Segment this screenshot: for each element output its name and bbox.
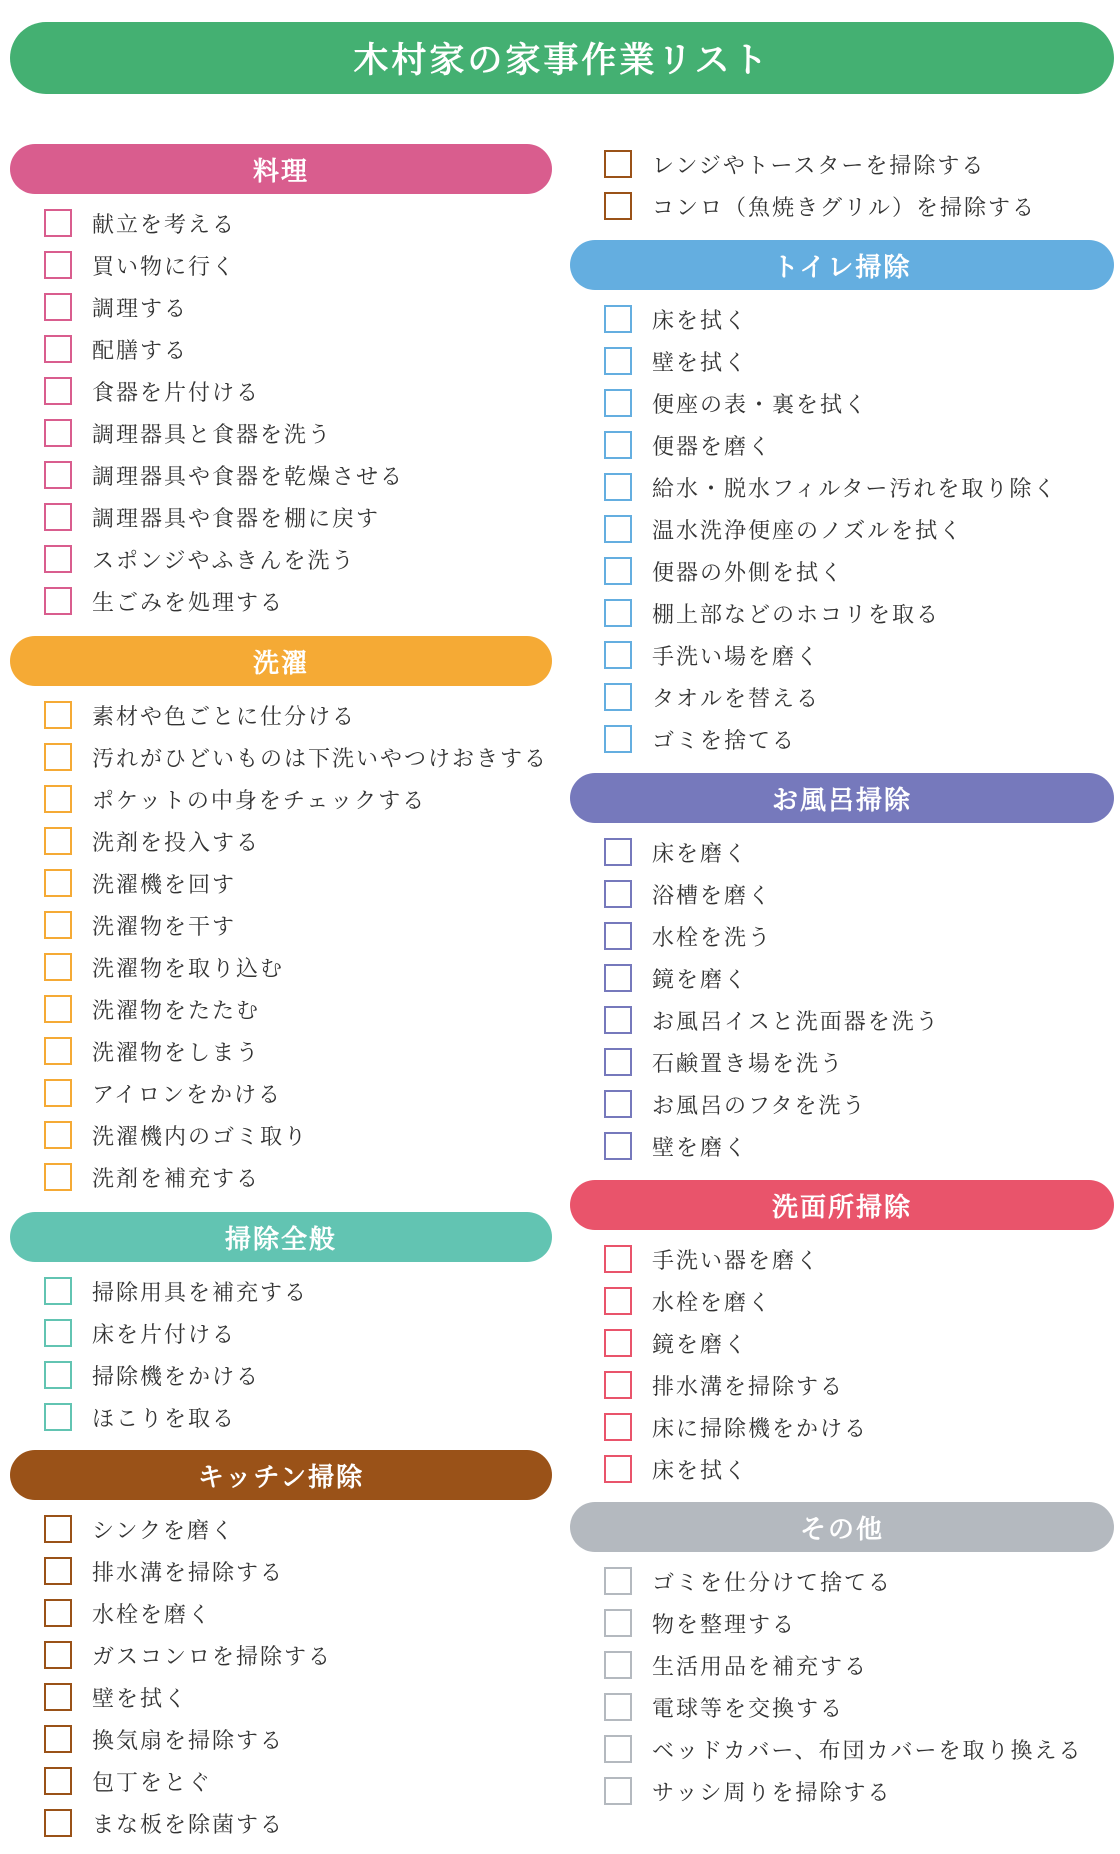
checklist-item[interactable]	[44, 1592, 552, 1634]
checklist-item[interactable]	[604, 1602, 1114, 1644]
checkbox[interactable]	[604, 1329, 632, 1357]
checklist-item[interactable]	[44, 1718, 552, 1760]
checklist-item[interactable]	[44, 1508, 552, 1550]
checklist-item[interactable]	[44, 1676, 552, 1718]
checklist-bath-cleaning	[570, 823, 1114, 1167]
checkbox[interactable]	[44, 293, 72, 321]
checkbox[interactable]	[44, 503, 72, 531]
checklist-item[interactable]	[604, 1364, 1114, 1406]
checklist-item-label: ポケットの中身をチェックする	[92, 788, 427, 814]
checkbox[interactable]	[604, 192, 632, 220]
checklist-item[interactable]	[44, 1072, 552, 1114]
checklist-item[interactable]	[604, 1083, 1114, 1125]
checklist-item[interactable]	[44, 244, 552, 286]
checklist-item-label: 献立を考える	[92, 212, 237, 238]
checkbox[interactable]	[44, 1599, 72, 1627]
checklist-item[interactable]	[604, 185, 1114, 227]
checklist-item[interactable]	[44, 694, 552, 736]
checklist-item-label: 床を磨く	[652, 841, 749, 867]
checklist-item[interactable]	[44, 1550, 552, 1592]
checklist-item[interactable]	[604, 831, 1114, 873]
checklist-item-label: ゴミを仕分けて捨てる	[652, 1570, 893, 1596]
checklist-washroom-cleaning	[570, 1230, 1114, 1490]
checklist-item-label: サッシ周りを掃除する	[652, 1780, 892, 1806]
checklist-item[interactable]	[44, 1114, 552, 1156]
checkbox[interactable]	[604, 1006, 632, 1034]
checklist-item[interactable]	[604, 1238, 1114, 1280]
section-toilet-cleaning	[570, 240, 1114, 760]
checklist-item-label: 鏡を磨く	[652, 1332, 749, 1358]
checklist-item[interactable]	[604, 298, 1114, 340]
checkbox[interactable]	[604, 473, 632, 501]
checklist-item[interactable]	[44, 862, 552, 904]
checklist-item[interactable]	[604, 1728, 1114, 1770]
checklist-item-label: 壁を磨く	[652, 1135, 749, 1161]
checklist-item[interactable]	[604, 1770, 1114, 1812]
checklist-item-label: 生活用品を補充する	[652, 1654, 869, 1680]
checklist-item[interactable]	[44, 1396, 552, 1438]
checkbox[interactable]	[604, 880, 632, 908]
checkbox[interactable]	[604, 1651, 632, 1679]
checklist-item-label: 床に掃除機をかける	[652, 1416, 869, 1442]
checklist-item[interactable]	[604, 1644, 1114, 1686]
checklist-item[interactable]	[44, 820, 552, 862]
section-header-others: その他	[570, 1502, 1114, 1552]
checklist-item-label: 汚れがひどいものは下洗いやつけおきする	[92, 746, 549, 772]
checklist-item[interactable]	[604, 915, 1114, 957]
checklist-item-label: 給水・脱水フィルター汚れを取り除く	[652, 476, 1058, 502]
checkbox[interactable]	[44, 1767, 72, 1795]
checkbox[interactable]	[604, 1287, 632, 1315]
checklist-item[interactable]	[604, 957, 1114, 999]
checklist-item[interactable]	[604, 508, 1114, 550]
checklist-item-label: 壁を拭く	[92, 1686, 189, 1712]
checkbox[interactable]	[44, 869, 72, 897]
checklist-item[interactable]	[604, 143, 1114, 185]
checklist-item[interactable]	[44, 538, 552, 580]
checklist-item-label: 換気扇を掃除する	[92, 1728, 285, 1754]
section-laundry	[10, 636, 552, 1198]
checkbox[interactable]	[604, 389, 632, 417]
checklist-item[interactable]	[44, 454, 552, 496]
checklist-item[interactable]	[44, 496, 552, 538]
checklist-item-label: 手洗い器を磨く	[652, 1248, 821, 1274]
checklist-item[interactable]	[44, 1156, 552, 1198]
checklist-item-label: 素材や色ごとに仕分ける	[92, 704, 357, 730]
checkbox[interactable]	[604, 431, 632, 459]
checklist-item-label: アイロンをかける	[92, 1082, 283, 1108]
checkbox[interactable]	[44, 1361, 72, 1389]
section-header-kitchen-cleaning: キッチン掃除	[10, 1450, 552, 1500]
checkbox[interactable]	[604, 1735, 632, 1763]
checklist-item-label: 生ごみを処理する	[92, 590, 285, 616]
section-kitchen-cleaning-continued	[570, 143, 1114, 227]
checklist-item-label: 洗濯機を回す	[92, 872, 237, 898]
checklist-kitchen-cleaning	[10, 1500, 552, 1844]
checklist-item[interactable]	[44, 286, 552, 328]
checklist-item[interactable]	[44, 1760, 552, 1802]
checkbox[interactable]	[604, 1567, 632, 1595]
checklist-item-label: ガスコンロを掃除する	[92, 1644, 333, 1670]
checkbox[interactable]	[604, 922, 632, 950]
checkbox[interactable]	[44, 1557, 72, 1585]
checklist-item-label: 排水溝を掃除する	[652, 1374, 845, 1400]
checklist-item[interactable]	[44, 988, 552, 1030]
checklist-item[interactable]	[604, 1686, 1114, 1728]
checkbox[interactable]	[44, 743, 72, 771]
checkbox[interactable]	[44, 335, 72, 363]
checkbox[interactable]	[604, 1609, 632, 1637]
checkbox[interactable]	[604, 725, 632, 753]
checkbox[interactable]	[44, 827, 72, 855]
checklist-item-label: 掃除用具を補充する	[92, 1280, 309, 1306]
section-general-cleaning	[10, 1212, 552, 1438]
section-header-general-cleaning: 掃除全般	[10, 1212, 552, 1262]
checkbox[interactable]	[44, 1809, 72, 1837]
checklist-item-label: 手洗い場を磨く	[652, 644, 821, 670]
checkbox[interactable]	[604, 347, 632, 375]
checkbox[interactable]	[44, 1319, 72, 1347]
checklist-item-label: 床を拭く	[652, 308, 749, 334]
checkbox[interactable]	[44, 209, 72, 237]
checklist-item[interactable]	[44, 370, 552, 412]
checklist-item-label: 便座の表・裏を拭く	[652, 392, 869, 418]
checklist-item-label: 洗濯物を取り込む	[92, 956, 285, 982]
checklist-item-label: 洗濯物をたたむ	[92, 998, 261, 1024]
checkbox[interactable]	[44, 995, 72, 1023]
checklist-item-label: 洗濯物を干す	[92, 914, 237, 940]
checklist-item[interactable]	[604, 592, 1114, 634]
checklist-item-label: 水栓を洗う	[652, 925, 773, 951]
section-others	[570, 1502, 1114, 1812]
checklist-item-label: 調理器具と食器を洗う	[92, 422, 333, 448]
checkbox[interactable]	[44, 785, 72, 813]
page-title: 木村家の家事作業リスト	[10, 22, 1114, 94]
checklist-item-label: 配膳する	[92, 338, 189, 364]
checklist-item[interactable]	[44, 1312, 552, 1354]
checkbox[interactable]	[44, 953, 72, 981]
checkbox[interactable]	[44, 1515, 72, 1543]
checklist-item-label: 石鹸置き場を洗う	[652, 1051, 845, 1077]
checklist-item[interactable]	[44, 1030, 552, 1072]
checklist-item-label: まな板を除菌する	[92, 1812, 285, 1838]
checklist-item-label: ゴミを捨てる	[652, 728, 797, 754]
section-header-laundry: 洗濯	[10, 636, 552, 686]
checklist-item-label: タオルを替える	[652, 686, 821, 712]
checklist-item-label: 調理する	[92, 296, 189, 322]
checklist-item-label: 床を片付ける	[92, 1322, 237, 1348]
checklist-item[interactable]	[604, 718, 1114, 760]
checklist-item-label: 排水溝を掃除する	[92, 1560, 285, 1586]
checkbox[interactable]	[44, 587, 72, 615]
checkbox[interactable]	[604, 964, 632, 992]
checklist-item[interactable]	[604, 1406, 1114, 1448]
checklist-item-label: お風呂イスと洗面器を洗う	[652, 1009, 940, 1035]
checklist-item-label: 床を拭く	[652, 1458, 749, 1484]
checklist-item-label: 掃除機をかける	[92, 1364, 261, 1390]
checkbox[interactable]	[604, 1048, 632, 1076]
checklist-item-label: スポンジやふきんを洗う	[92, 548, 356, 574]
checkbox[interactable]	[44, 1641, 72, 1669]
checklist-item[interactable]	[604, 1125, 1114, 1167]
checkbox[interactable]	[44, 377, 72, 405]
section-kitchen-cleaning	[10, 1450, 552, 1844]
checklist-item[interactable]	[44, 328, 552, 370]
checklist-item-label: 調理器具や食器を乾燥させる	[92, 464, 405, 490]
checkbox[interactable]	[604, 641, 632, 669]
checklist-item-label: 温水洗浄便座のノズルを拭く	[652, 518, 964, 544]
checklist-item-label: レンジやトースターを掃除する	[652, 153, 986, 179]
checkbox[interactable]	[44, 911, 72, 939]
checklist-item-label: 鏡を磨く	[652, 967, 749, 993]
section-bath-cleaning	[570, 773, 1114, 1167]
checklist-item[interactable]	[604, 634, 1114, 676]
checkbox[interactable]	[44, 1277, 72, 1305]
checklist-item[interactable]	[604, 382, 1114, 424]
checklist-item[interactable]	[604, 1280, 1114, 1322]
checklist-item-label: コンロ（魚焼きグリル）を掃除する	[652, 195, 1037, 221]
checklist-others	[570, 1552, 1114, 1812]
checklist-item-label: 包丁をとぐ	[92, 1770, 213, 1796]
checklist-item[interactable]	[44, 736, 552, 778]
checklist-item-label: 便器の外側を拭く	[652, 560, 845, 586]
checkbox[interactable]	[604, 1132, 632, 1160]
checkbox[interactable]	[44, 701, 72, 729]
section-cooking	[10, 144, 552, 622]
checklist-item[interactable]	[44, 580, 552, 622]
checkbox[interactable]	[44, 251, 72, 279]
checklist-item-label: 水栓を磨く	[92, 1602, 213, 1628]
checkbox[interactable]	[44, 1037, 72, 1065]
checklist-item-label: 便器を磨く	[652, 434, 773, 460]
checkbox[interactable]	[604, 1777, 632, 1805]
checkbox[interactable]	[44, 545, 72, 573]
checklist-item[interactable]	[604, 676, 1114, 718]
checklist-item-label: 電球等を交換する	[652, 1696, 845, 1722]
checklist-item[interactable]	[604, 1041, 1114, 1083]
checklist-item-label: お風呂のフタを洗う	[652, 1093, 867, 1119]
checklist-cooking	[10, 194, 552, 622]
checklist-item[interactable]	[604, 340, 1114, 382]
checkbox[interactable]	[604, 683, 632, 711]
checklist-item-label: 壁を拭く	[652, 350, 749, 376]
checkbox[interactable]	[604, 838, 632, 866]
checklist-item[interactable]	[604, 466, 1114, 508]
checklist-item[interactable]	[44, 1634, 552, 1676]
checkbox[interactable]	[44, 1163, 72, 1191]
checklist-item[interactable]	[44, 1802, 552, 1844]
checklist-kitchen-cleaning-continued	[570, 143, 1114, 227]
checklist-laundry	[10, 686, 552, 1198]
section-header-cooking: 料理	[10, 144, 552, 194]
checklist-item[interactable]	[604, 1560, 1114, 1602]
checklist-item-label: 調理器具や食器を棚に戻す	[92, 506, 381, 532]
checkbox[interactable]	[604, 557, 632, 585]
checklist-item[interactable]	[44, 1270, 552, 1312]
checkbox[interactable]	[604, 1371, 632, 1399]
section-header-bath-cleaning: お風呂掃除	[570, 773, 1114, 823]
checklist-item-label: 棚上部などのホコリを取る	[652, 602, 941, 628]
checkbox[interactable]	[604, 150, 632, 178]
checklist-item[interactable]	[44, 202, 552, 244]
checklist-item-label: シンクを磨く	[92, 1518, 236, 1544]
checklist-item-label: 食器を片付ける	[92, 380, 261, 406]
checklist-item[interactable]	[44, 946, 552, 988]
checklist-item[interactable]	[44, 778, 552, 820]
checklist-item-label: 買い物に行く	[92, 254, 237, 280]
checklist-general-cleaning	[10, 1262, 552, 1438]
checkbox[interactable]	[44, 461, 72, 489]
checklist-item-label: 洗剤を補充する	[92, 1166, 261, 1192]
checkbox[interactable]	[44, 1683, 72, 1711]
checklist-item[interactable]	[604, 424, 1114, 466]
checklist-item[interactable]	[44, 412, 552, 454]
checklist-toilet-cleaning	[570, 290, 1114, 760]
checkbox[interactable]	[604, 305, 632, 333]
checkbox[interactable]	[604, 1090, 632, 1118]
checkbox[interactable]	[604, 515, 632, 543]
checkbox[interactable]	[604, 1693, 632, 1721]
checkbox[interactable]	[44, 1121, 72, 1149]
checkbox[interactable]	[604, 599, 632, 627]
checkbox[interactable]	[44, 1403, 72, 1431]
checklist-item[interactable]	[44, 1354, 552, 1396]
checklist-item-label: 物を整理する	[652, 1612, 797, 1638]
checklist-item-label: ベッドカバー、布団カバーを取り換える	[652, 1738, 1083, 1764]
checklist-item[interactable]	[604, 1322, 1114, 1364]
checkbox[interactable]	[604, 1455, 632, 1483]
checklist-item[interactable]	[604, 873, 1114, 915]
checklist-item[interactable]	[604, 999, 1114, 1041]
checklist-item[interactable]	[604, 1448, 1114, 1490]
checkbox[interactable]	[604, 1413, 632, 1441]
section-header-toilet-cleaning: トイレ掃除	[570, 240, 1114, 290]
checklist-item[interactable]	[604, 550, 1114, 592]
checkbox[interactable]	[44, 1725, 72, 1753]
checklist-item-label: 水栓を磨く	[652, 1290, 773, 1316]
checkbox[interactable]	[44, 1079, 72, 1107]
checklist-item-label: ほこりを取る	[92, 1406, 237, 1432]
checklist-item[interactable]	[44, 904, 552, 946]
section-washroom-cleaning	[570, 1180, 1114, 1490]
section-header-washroom-cleaning: 洗面所掃除	[570, 1180, 1114, 1230]
checkbox[interactable]	[44, 419, 72, 447]
checklist-item-label: 浴槽を磨く	[652, 883, 773, 909]
checkbox[interactable]	[604, 1245, 632, 1273]
checklist-item-label: 洗剤を投入する	[92, 830, 261, 856]
checklist-item-label: 洗濯機内のゴミ取り	[92, 1124, 309, 1150]
checklist-item-label: 洗濯物をしまう	[92, 1040, 261, 1066]
